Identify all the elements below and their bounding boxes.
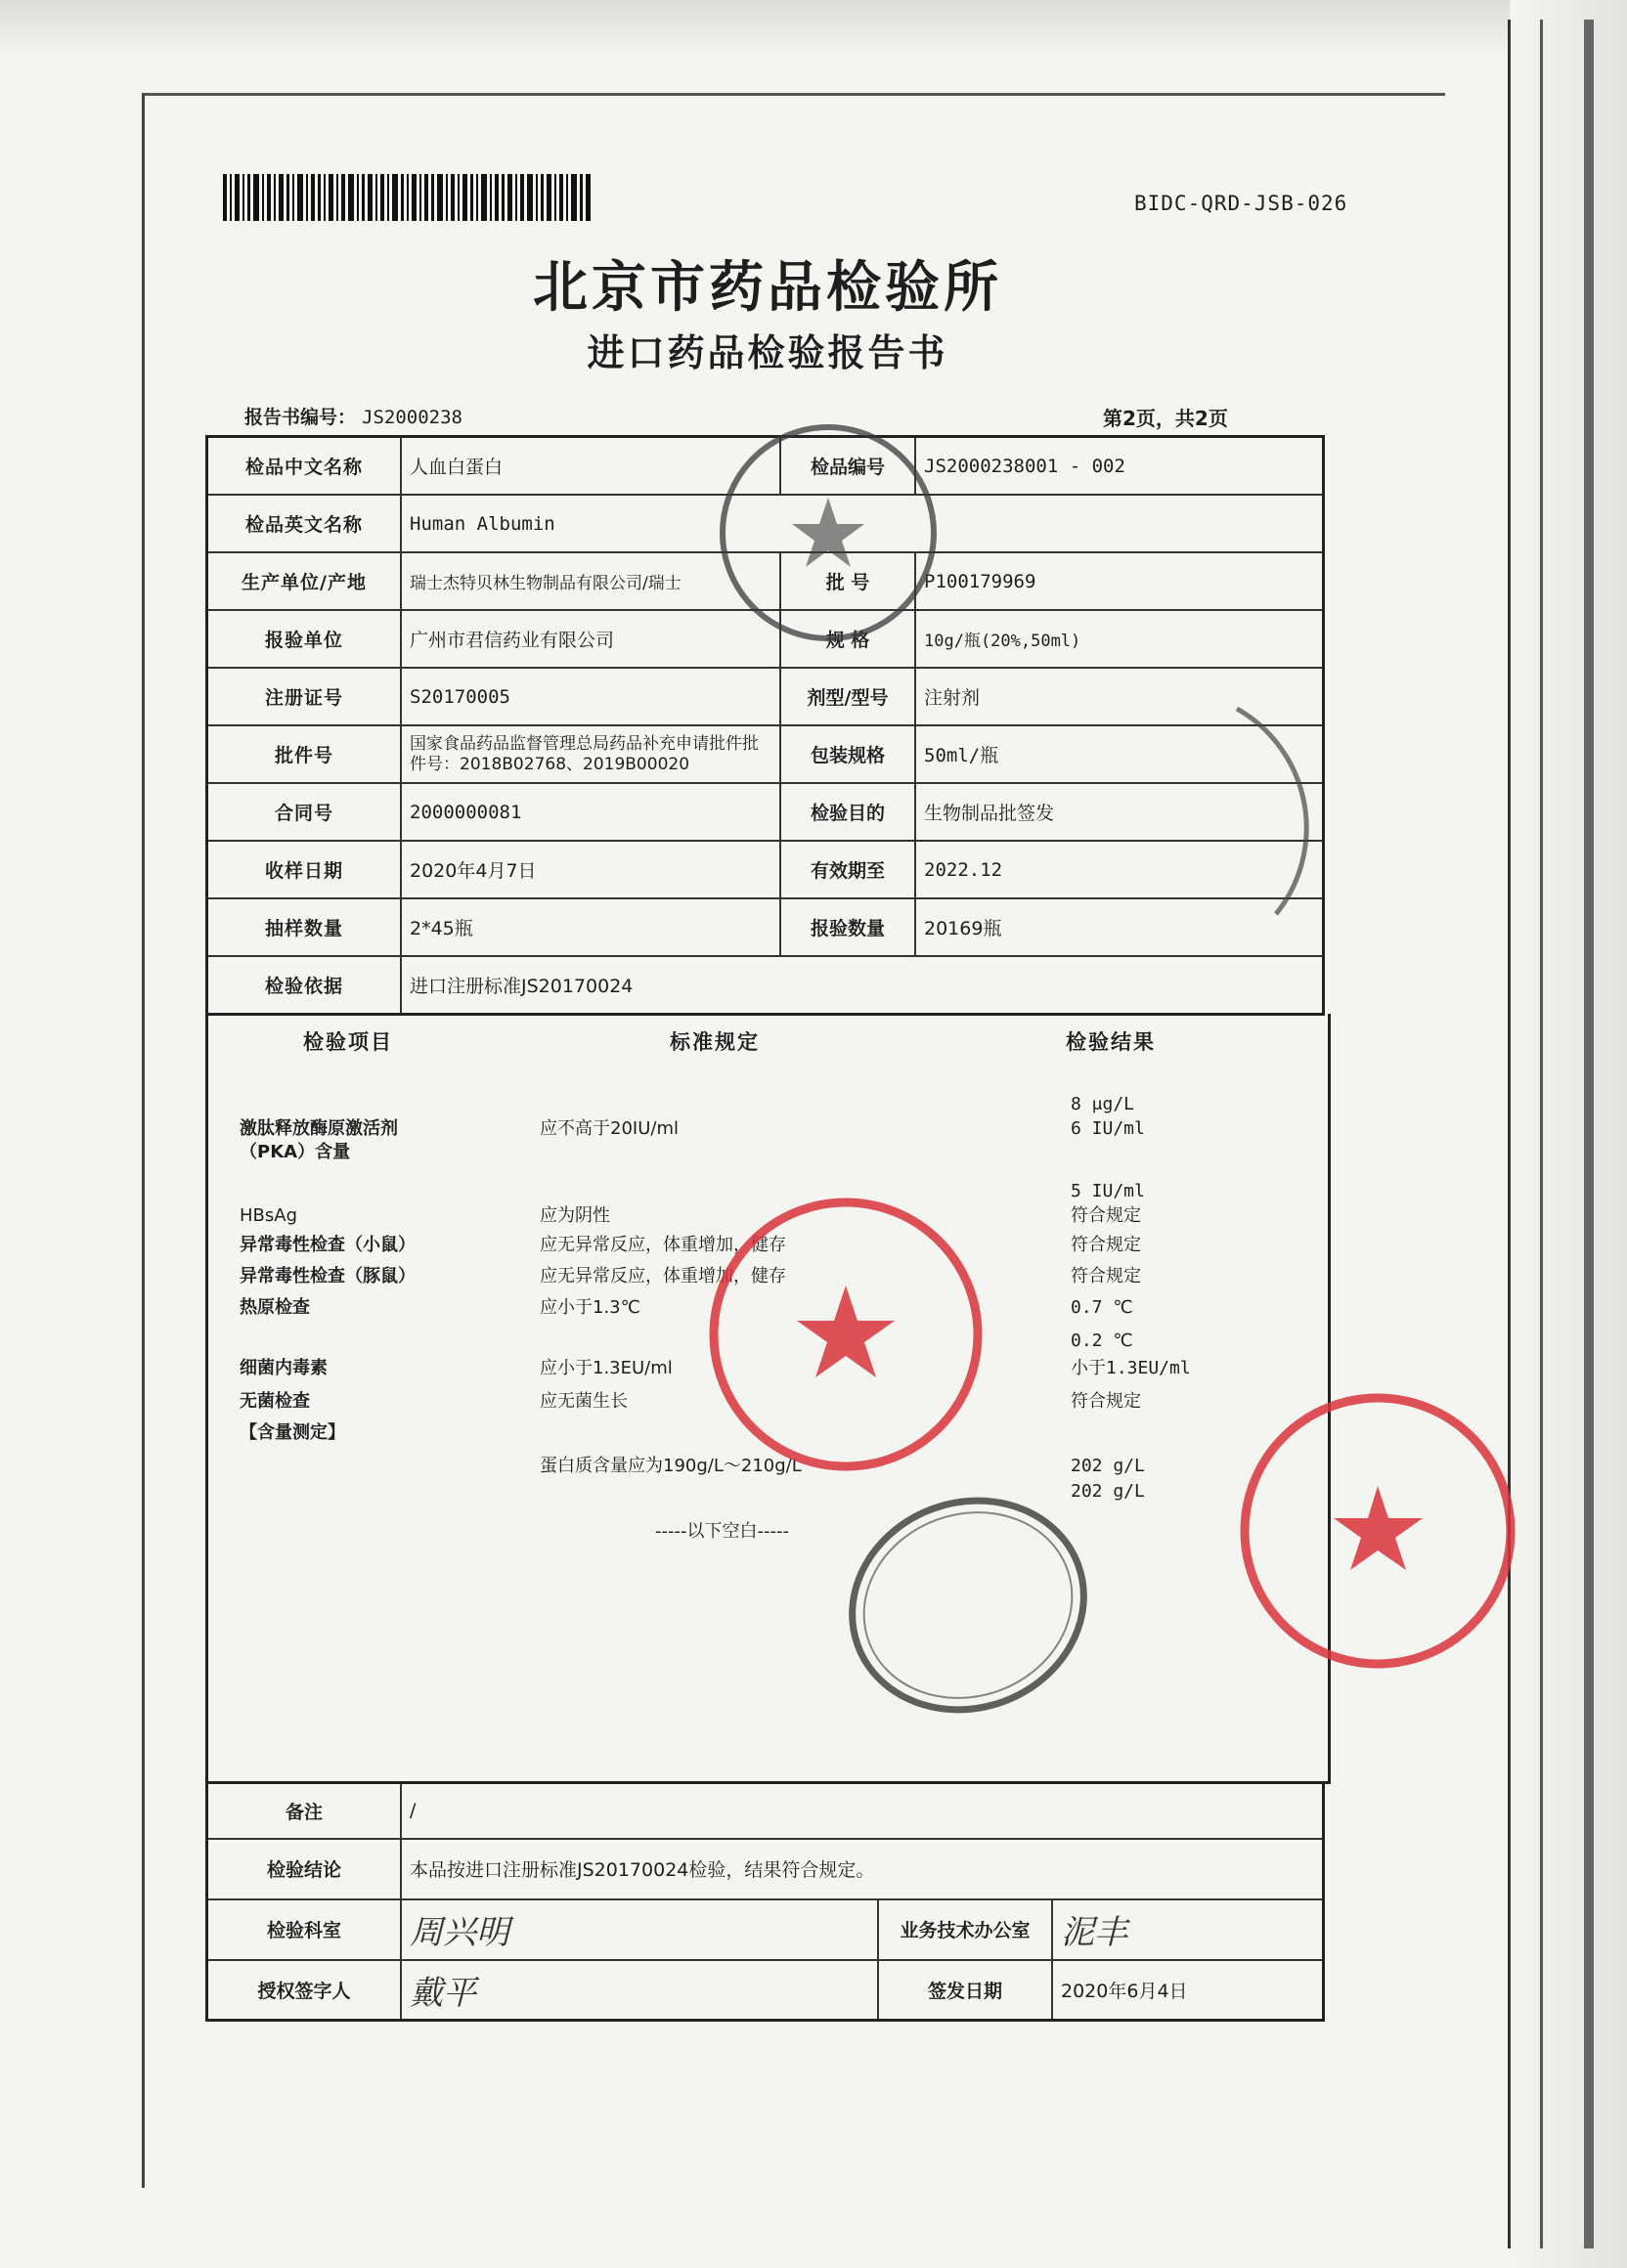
document-title: 进口药品检验报告书 [587, 331, 948, 374]
item-assay: 【含量测定】 [240, 1422, 345, 1443]
conclusion-label: 检验结论 [207, 1839, 402, 1899]
red-round-stamp-1 [699, 1188, 992, 1481]
receive-value: 2020年4月7日 [401, 841, 780, 898]
table-row [207, 668, 1324, 725]
form-value: 注射剂 [915, 668, 1324, 725]
item-hbsag: HBsAg [240, 1205, 298, 1226]
table-row [207, 1960, 1324, 2021]
result-pyrogen-1: 0.7 ℃ [1071, 1297, 1133, 1318]
contract-label: 合同号 [207, 783, 402, 841]
purpose-label: 检验目的 [780, 783, 915, 841]
report-number [244, 403, 462, 429]
sample-qty-label: 抽样数量 [207, 898, 402, 956]
table-row [207, 956, 1324, 1015]
spec-value: 10g/瓶(20%,50ml) [915, 610, 1324, 668]
signer-signature: 戴平 [410, 1973, 476, 2013]
report-number-value: JS2000238 [362, 407, 462, 428]
institution-title: 北京市药品检验所 [533, 255, 1002, 320]
basis-label: 检验依据 [207, 956, 402, 1015]
lab-signature: 周兴明 [410, 1913, 509, 1952]
table-row [207, 1783, 1324, 1839]
purpose-value: 生物制品批签发 [915, 783, 1324, 841]
sample-qty-value: 2*45瓶 [401, 898, 780, 956]
item-pyrogen: 热原检查 [240, 1297, 310, 1318]
conclusion-value: 本品按进口注册标准JS20170024检验，结果符合规定。 [401, 1839, 1324, 1899]
std-hbsag: 应为阴性 [540, 1205, 610, 1226]
contract-value: 2000000081 [401, 783, 780, 841]
cn-name-label: 检品中文名称 [207, 437, 402, 496]
applicant-label: 报验单位 [207, 610, 402, 668]
result-pyrogen-2: 0.2 ℃ [1071, 1330, 1133, 1351]
reg-label: 注册证号 [207, 668, 402, 725]
maker-label: 生产单位/产地 [207, 552, 402, 610]
blank-below-note: -----以下空白----- [655, 1521, 789, 1542]
expiry-value: 2022.12 [915, 841, 1324, 898]
result-sterility: 符合规定 [1071, 1391, 1141, 1412]
scan-line-2 [1540, 20, 1543, 2248]
page-info: 第2页，共2页 [1103, 407, 1228, 430]
std-sterility: 应无菌生长 [540, 1391, 628, 1412]
result-pka-3: 5 IU/ml [1071, 1181, 1145, 1201]
item-pka: 激肽释放酶原激活剂（PKA）含量 [240, 1118, 398, 1162]
scan-edge-top [0, 0, 1627, 59]
result-hbsag: 符合规定 [1071, 1205, 1141, 1226]
result-assay-2: 202 g/L [1071, 1481, 1145, 1502]
item-tox-mouse: 异常毒性检查（小鼠） [240, 1235, 416, 1255]
table-row [207, 783, 1324, 841]
barcode-icon [223, 174, 593, 221]
basis-value: 进口注册标准JS20170024 [401, 956, 1324, 1015]
en-name-value: Human Albumin [401, 495, 1324, 552]
approval-label: 批件号 [207, 725, 402, 783]
table-row [207, 841, 1324, 898]
remark-label: 备注 [207, 1783, 402, 1839]
report-qty-label: 报验数量 [780, 898, 915, 956]
result-assay-1: 202 g/L [1071, 1456, 1145, 1476]
receive-label: 收样日期 [207, 841, 402, 898]
partial-stamp-right [1217, 699, 1315, 924]
maker-value: 瑞士杰特贝林生物制品有限公司/瑞士 [401, 552, 780, 610]
signer-signature-cell [401, 1960, 878, 2021]
table-row [207, 1839, 1324, 1899]
applicant-value: 广州市君信药业有限公司 [401, 610, 780, 668]
result-endotoxin: 小于1.3EU/ml [1071, 1358, 1191, 1378]
top-round-stamp [711, 415, 945, 650]
table-row [207, 725, 1324, 783]
scan-line-3 [1584, 20, 1594, 2248]
col-head-standard: 标准规定 [670, 1030, 760, 1054]
red-round-stamp-2 [1230, 1383, 1525, 1679]
col-head-result: 检验结果 [1066, 1030, 1156, 1054]
expiry-label: 有效期至 [780, 841, 915, 898]
spec-label: 规 格 [780, 610, 915, 668]
std-pka: 应不高于20IU/ml [540, 1118, 679, 1139]
sample-no-label: 检品编号 [780, 437, 915, 496]
pack-label: 包装规格 [780, 725, 915, 783]
lab-signature-cell [401, 1899, 878, 1960]
std-pyrogen: 应小于1.3℃ [540, 1297, 640, 1318]
std-tox-guinea-pig: 应无异常反应，体重增加，健存 [540, 1266, 786, 1287]
en-name-label: 检品英文名称 [207, 495, 402, 552]
approval-value: 国家食品药品监督管理总局药品补充申请批件批件号：2018B02768、2019B00020 [401, 725, 780, 783]
issue-label: 签发日期 [878, 1960, 1052, 2021]
pack-value: 50ml/瓶 [915, 725, 1324, 783]
table-row [207, 1899, 1324, 1960]
result-pka-1: 8 μg/L [1071, 1094, 1135, 1114]
sample-no-value: JS2000238001 - 002 [915, 437, 1324, 496]
item-endotoxin: 细菌内毒素 [240, 1358, 328, 1378]
lab-label: 检验科室 [207, 1899, 402, 1960]
issue-date: 2020年6月4日 [1052, 1960, 1324, 2021]
item-sterility: 无菌检查 [240, 1391, 310, 1412]
cn-name-value: 人血白蛋白 [401, 437, 780, 496]
reg-value: S20170005 [401, 668, 780, 725]
std-assay: 蛋白质含量应为190g/L～210g/L [540, 1456, 802, 1476]
report-number-label: 报告书编号： [244, 407, 357, 428]
batch-value: P100179969 [915, 552, 1324, 610]
result-tox-mouse: 符合规定 [1071, 1235, 1141, 1255]
std-endotoxin: 应小于1.3EU/ml [540, 1358, 673, 1378]
signer-label: 授权签字人 [207, 1960, 402, 2021]
result-tox-guinea-pig: 符合规定 [1071, 1266, 1141, 1287]
conclusion-table [205, 1781, 1325, 2022]
col-head-item: 检验项目 [303, 1030, 393, 1054]
form-label: 剂型/型号 [780, 668, 915, 725]
batch-label: 批 号 [780, 552, 915, 610]
office-label: 业务技术办公室 [878, 1899, 1052, 1960]
remark-value: / [401, 1783, 1324, 1839]
item-tox-guinea-pig: 异常毒性检查（豚鼠） [240, 1266, 416, 1287]
office-signature-cell [1052, 1899, 1324, 1960]
table-row [207, 898, 1324, 956]
document-code: BIDC-QRD-JSB-026 [1134, 192, 1348, 215]
report-qty-value: 20169瓶 [915, 898, 1324, 956]
std-tox-mouse: 应无异常反应，体重增加，健存 [540, 1235, 786, 1255]
result-pka-2: 6 IU/ml [1071, 1118, 1145, 1139]
black-oval-stamp [836, 1486, 1100, 1725]
office-signature: 泥丰 [1061, 1913, 1127, 1952]
